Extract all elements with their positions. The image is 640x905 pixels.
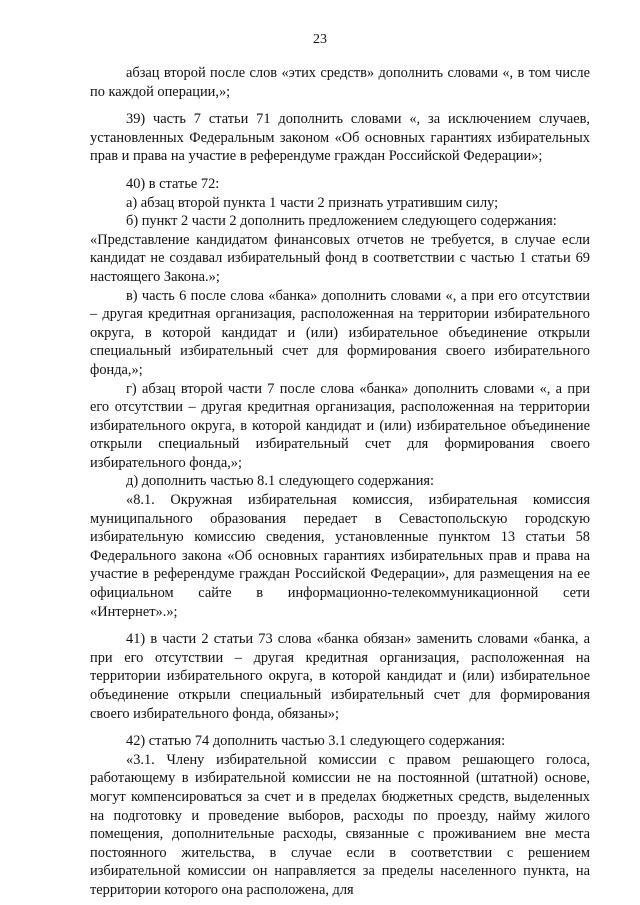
page-number: 23 (313, 32, 327, 47)
paragraph-item-41: 41) в части 2 статьи 73 слова «банка обязан» заменить словами «банка, а при его отсутствии – другая кредитная организация, расположенная на территории избирательного округа, в которой кандидат и (или) избирательное объединение открыли специальный избирательный счет для формирования своего избирательного фонда, обязаны»; (90, 631, 590, 722)
paragraph-item-40b: б) пункт 2 части 2 дополнить предложением следующего содержания: (126, 213, 557, 230)
paragraph-item-40d: д) дополнить частью 8.1 следующего содержания: (126, 473, 435, 490)
paragraph-intro-amendment: абзац второй после слов «этих средств» дополнить словами «, в том числе по каждой операции,»; (90, 65, 590, 100)
paragraph-item-39: 39) часть 7 статьи 71 дополнить словами «, за исключением случаев, установленных Федеральным законом «Об основных гарантиях избирательных прав и права на участие в референдуме граждан Российской Федерации»; (90, 111, 590, 165)
paragraph-item-42: 42) статью 74 дополнить частью 3.1 следующего содержания: (126, 733, 506, 750)
document-body (90, 64, 590, 900)
paragraph-quote-40b: «Представление кандидатом финансовых отчетов не требуется, в случае если кандидат не создавал избирательный фонд в соответствии с частью 1 статьи 69 настоящего Закона.»; (90, 231, 590, 285)
paragraph-item-40v: в) часть 6 после слова «банка» дополнить словами «, а при его отсутствии – другая кредитная организация, расположенная на территории избирательного округа, в которой кандидат и (или) избирательное объединение открыли специальный избирательный счет для формирования своего избирательного фонда,»; (90, 287, 590, 378)
paragraph-item-40a: а) абзац второй пункта 1 части 2 признать утратившим силу; (126, 194, 499, 211)
paragraph-item-40: 40) в статье 72: (126, 175, 220, 192)
paragraph-item-40g: г) абзац второй части 7 после слова «банка» дополнить словами «, а при его отсутствии – другая кредитная организация, расположенная на территории избирательного округа, в которой кандидат и (или) избирательное объединение открыли специальный избирательный счет для формирования своего избирательного фонда,»; (90, 380, 590, 471)
paragraph-quote-8-1: «8.1. Окружная избирательная комиссия, избирательная комиссия муниципального образования передает в Севастопольскую городскую избирательную комиссию сведения, установленные пунктом 13 статьи 58 Федерального закона «Об основных гарантиях избирательных прав и права на участие в референдуме граждан Российской Федерации», для размещения на ее официальном сайте в информационно-телекоммуникационной сети «Интернет».»; (90, 492, 590, 620)
paragraph-quote-3-1: «3.1. Члену избирательной комиссии с правом решающего голоса, работающему в избирательной комиссии не на постоянной (штатной) основе, могут компенсироваться за счет и в пределах бюджетных средств, выделенных на подготовку и проведение выборов, расходы по проезду, найму жилого помещения, дополнительные расходы, связанные с проживанием вне места постоянного жительства, в случае если в соответствии с решением избирательной комиссии он направляется за пределы населенного пункта, на территории которого она расположена, для (90, 751, 590, 898)
